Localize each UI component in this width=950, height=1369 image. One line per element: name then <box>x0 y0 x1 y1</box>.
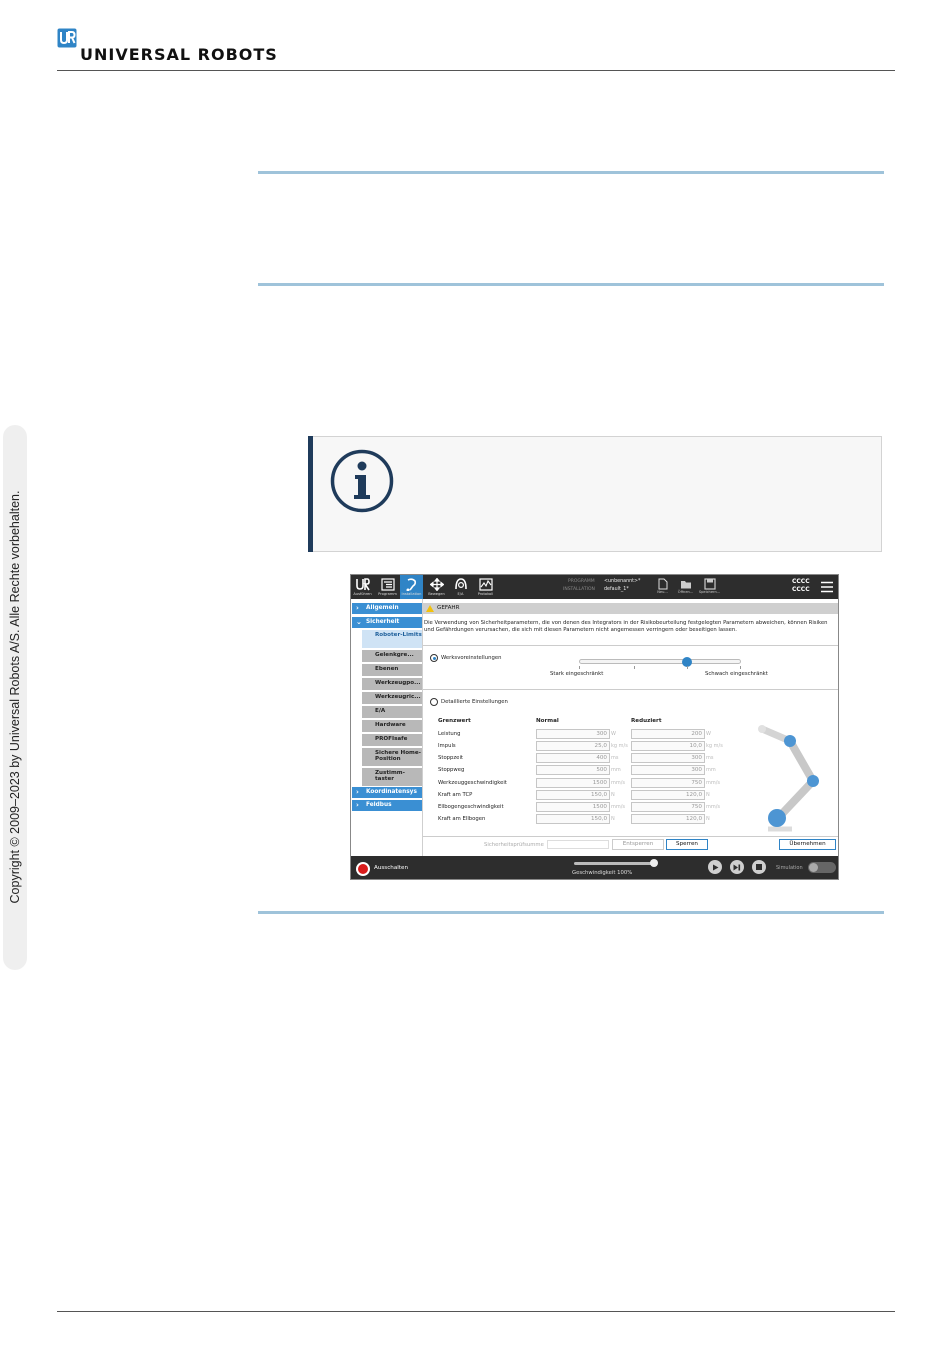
column-header-normal: Normal <box>536 718 559 724</box>
unit-label: mm/s <box>611 780 626 786</box>
danger-banner <box>423 603 838 614</box>
detailed-settings-radio[interactable] <box>430 698 438 706</box>
nav-general-label: Allgemein <box>366 605 399 611</box>
nav-fieldbus-label: Feldbus <box>366 802 392 808</box>
nav-profisafe-label: PROFIsafe <box>375 736 408 742</box>
nav-enabling-device[interactable] <box>362 768 422 786</box>
unit-label: N <box>706 816 710 822</box>
unit-label: kg m/s <box>611 743 628 749</box>
limit-name: Stoppzeit <box>438 755 463 761</box>
slider-tick <box>579 666 580 669</box>
ur-run-icon <box>356 578 370 591</box>
chevron-right-icon: › <box>356 801 359 809</box>
nav-coordinate-systems[interactable] <box>352 787 422 798</box>
nav-fieldbus[interactable] <box>352 800 422 811</box>
power-off-label: Ausschalten <box>374 865 408 871</box>
tab-run-label: Ausführen <box>353 592 372 596</box>
nav-tool-direction-label: Werkzeugric... <box>375 694 421 700</box>
new-file-button[interactable] <box>651 575 674 599</box>
nav-divider <box>422 599 423 856</box>
nav-io[interactable] <box>362 706 422 718</box>
save-disk-icon <box>704 578 716 590</box>
nav-joint-limits[interactable] <box>362 650 422 662</box>
section-rule-top <box>258 171 884 174</box>
limit-name: Ellbogengeschwindigkeit <box>438 804 504 810</box>
step-forward-icon <box>733 864 741 871</box>
reduced-value-field[interactable]: 10,0 <box>631 741 705 751</box>
reduced-value-field[interactable]: 300 <box>631 765 705 775</box>
chevron-right-icon: › <box>356 604 359 612</box>
tab-move-label: Bewegen <box>428 592 445 596</box>
nav-coordinate-systems-label: Koordinatensys <box>366 789 417 795</box>
speed-slider-knob[interactable] <box>650 859 658 867</box>
unit-label: mm/s <box>706 804 721 810</box>
nav-joint-limits-label: Gelenkgre... <box>375 652 414 658</box>
limit-name: Kraft am Ellbogen <box>438 816 486 822</box>
unit-label: ms <box>611 755 619 761</box>
header-divider <box>57 70 895 71</box>
apply-button[interactable]: Übernehmen <box>779 839 836 850</box>
new-file-label: Neu... <box>657 590 668 594</box>
nav-robot-limits[interactable] <box>362 630 422 648</box>
checksum-field <box>547 840 609 849</box>
installation-value: default_1* <box>604 587 629 592</box>
speed-label: Geschwindigkeit 100% <box>572 870 633 876</box>
move-arrows-icon <box>430 578 444 591</box>
section-divider <box>423 689 838 690</box>
unit-label: kg m/s <box>706 743 723 749</box>
normal-value-field[interactable]: 1500 <box>536 802 610 812</box>
warning-triangle-icon <box>426 605 434 612</box>
limit-name: Kraft am TCP <box>438 792 473 798</box>
speed-slider-track[interactable] <box>574 862 654 865</box>
tab-installation-label: Installation <box>401 592 422 596</box>
installation-icon <box>405 578 419 591</box>
limit-name: Stoppweg <box>438 767 465 773</box>
copyright-text: Copyright © 2009–2023 by Universal Robots A/S. Alle Rechte vorbehalten. <box>8 490 22 904</box>
unit-label: mm <box>611 767 621 773</box>
normal-value-field[interactable]: 500 <box>536 765 610 775</box>
power-off-button[interactable] <box>356 862 370 876</box>
tab-run[interactable] <box>351 575 374 599</box>
slider-tick <box>740 666 741 669</box>
nav-safe-home[interactable] <box>362 748 422 766</box>
save-file-button[interactable] <box>698 575 721 599</box>
limit-name: Leistung <box>438 731 461 737</box>
tab-move[interactable] <box>425 575 448 599</box>
reduced-value-field[interactable]: 300 <box>631 753 705 763</box>
hamburger-menu-icon[interactable] <box>820 581 834 593</box>
unit-label: ms <box>706 755 714 761</box>
factory-presets-radio[interactable] <box>430 654 438 662</box>
program-value: <unbenannt>* <box>604 579 641 584</box>
reduced-value-field[interactable]: 120,0 <box>631 814 705 824</box>
normal-value-field[interactable]: 150,0 <box>536 814 610 824</box>
slider-left-label: Stark eingeschränkt <box>550 671 604 677</box>
section-divider <box>423 645 838 646</box>
column-header-limit: Grenzwert <box>438 718 471 724</box>
note-box <box>308 436 882 552</box>
nav-planes-label: Ebenen <box>375 666 399 672</box>
simulation-label: Simulation <box>776 865 803 871</box>
tab-io[interactable] <box>449 575 472 599</box>
unit-label: W <box>611 731 616 737</box>
program-key: PROGRAMM <box>568 579 595 584</box>
installation-key: INSTALLATION <box>563 587 595 592</box>
stop-icon <box>756 864 762 870</box>
limit-name: Impuls <box>438 743 456 749</box>
unit-label: N <box>611 816 615 822</box>
column-header-reduced: Reduziert <box>631 718 662 724</box>
slider-right-label: Schwach eingeschränkt <box>705 671 768 677</box>
nav-io-label: E/A <box>375 708 386 714</box>
factory-presets-label: Werksvoreinstellungen <box>441 655 502 661</box>
reduced-value-field[interactable]: 750 <box>631 802 705 812</box>
nav-safety-label: Sicherheit <box>366 619 400 625</box>
io-icon <box>454 578 468 591</box>
ur-logo-icon <box>57 28 77 48</box>
note-accent-bar <box>308 436 313 552</box>
unlock-button[interactable]: Entsperren <box>612 839 664 850</box>
normal-value-field[interactable]: 25,0 <box>536 741 610 751</box>
unit-label: N <box>706 792 710 798</box>
unit-label: mm <box>706 767 716 773</box>
tab-installation[interactable] <box>400 575 423 599</box>
tab-log[interactable] <box>474 575 497 599</box>
lock-button[interactable]: Sperren <box>666 839 708 850</box>
normal-value-field[interactable]: 1500 <box>536 778 610 788</box>
unit-label: N <box>611 792 615 798</box>
status-line-1: CCCC <box>792 578 810 585</box>
section-rule-middle <box>258 283 884 286</box>
nav-safe-home-label: Sichere Home-Position <box>375 750 422 763</box>
tab-program-label: Programm <box>378 592 397 596</box>
save-file-label: Speichern... <box>698 590 721 594</box>
play-icon <box>712 864 719 871</box>
slider-tick <box>687 666 688 669</box>
restriction-slider-track[interactable] <box>579 659 741 664</box>
info-icon <box>330 449 394 513</box>
nav-profisafe[interactable] <box>362 734 422 746</box>
status-line-2: CCCC <box>792 586 810 593</box>
slider-tick <box>634 666 635 669</box>
danger-title: GEFAHR <box>437 605 460 611</box>
unit-label: mm/s <box>706 780 721 786</box>
normal-value-field[interactable]: 150,0 <box>536 790 610 800</box>
tab-io-label: E/A <box>457 592 464 596</box>
normal-value-field[interactable]: 400 <box>536 753 610 763</box>
chevron-down-icon: ⌄ <box>356 618 362 626</box>
section-rule-bottom <box>258 911 884 914</box>
nav-robot-limits-label: Roboter-Limits <box>375 632 422 638</box>
open-file-button[interactable] <box>674 575 697 599</box>
unit-label: mm/s <box>611 804 626 810</box>
footer-divider <box>57 1311 895 1312</box>
detailed-settings-label: Detaillierte Einstellungen <box>441 699 508 705</box>
checksum-label: Sicherheitsprüfsumme <box>484 842 544 848</box>
brand-name: UNIVERSAL ROBOTS <box>80 45 278 64</box>
folder-icon <box>680 578 692 590</box>
open-file-label: Öffnen... <box>677 590 694 594</box>
nav-hardware-label: Hardware <box>375 722 406 728</box>
new-file-icon <box>658 578 668 590</box>
reduced-value-field[interactable]: 200 <box>631 729 705 739</box>
nav-safety[interactable] <box>352 617 422 628</box>
reduced-value-field[interactable]: 120,0 <box>631 790 705 800</box>
section-divider <box>423 836 838 837</box>
nav-hardware[interactable] <box>362 720 422 732</box>
program-icon <box>381 578 395 591</box>
nav-tool-direction[interactable] <box>362 692 422 704</box>
nav-enabling-device-label: Zustimm-taster <box>375 770 405 783</box>
robot-arm-icon <box>746 720 826 832</box>
nav-tool-position-label: Werkzeugpo... <box>375 680 421 686</box>
normal-value-field[interactable]: 300 <box>536 729 610 739</box>
danger-text: Die Verwendung von Sicherheitparametern, die von denen des Integrators in der Risikobeurteilung festgelegten Parametern abweichen, können Risiken und Gefährdungen verursachen, die sich mit diesen Parametern nicht angemessen verringern oder beseitigen lassen. <box>424 620 828 633</box>
unit-label: W <box>706 731 711 737</box>
reduced-value-field[interactable]: 750 <box>631 778 705 788</box>
log-chart-icon <box>479 578 493 591</box>
simulation-toggle[interactable] <box>808 862 836 873</box>
nav-general[interactable] <box>352 603 422 614</box>
tab-program[interactable] <box>376 575 399 599</box>
chevron-right-icon: › <box>356 788 359 796</box>
safety-settings-screenshot <box>350 574 839 880</box>
tab-log-label: Protokoll <box>477 592 494 596</box>
limit-name: Werkzeuggeschwindigkeit <box>438 780 507 786</box>
nav-planes[interactable] <box>362 664 422 676</box>
nav-tool-position[interactable] <box>362 678 422 690</box>
